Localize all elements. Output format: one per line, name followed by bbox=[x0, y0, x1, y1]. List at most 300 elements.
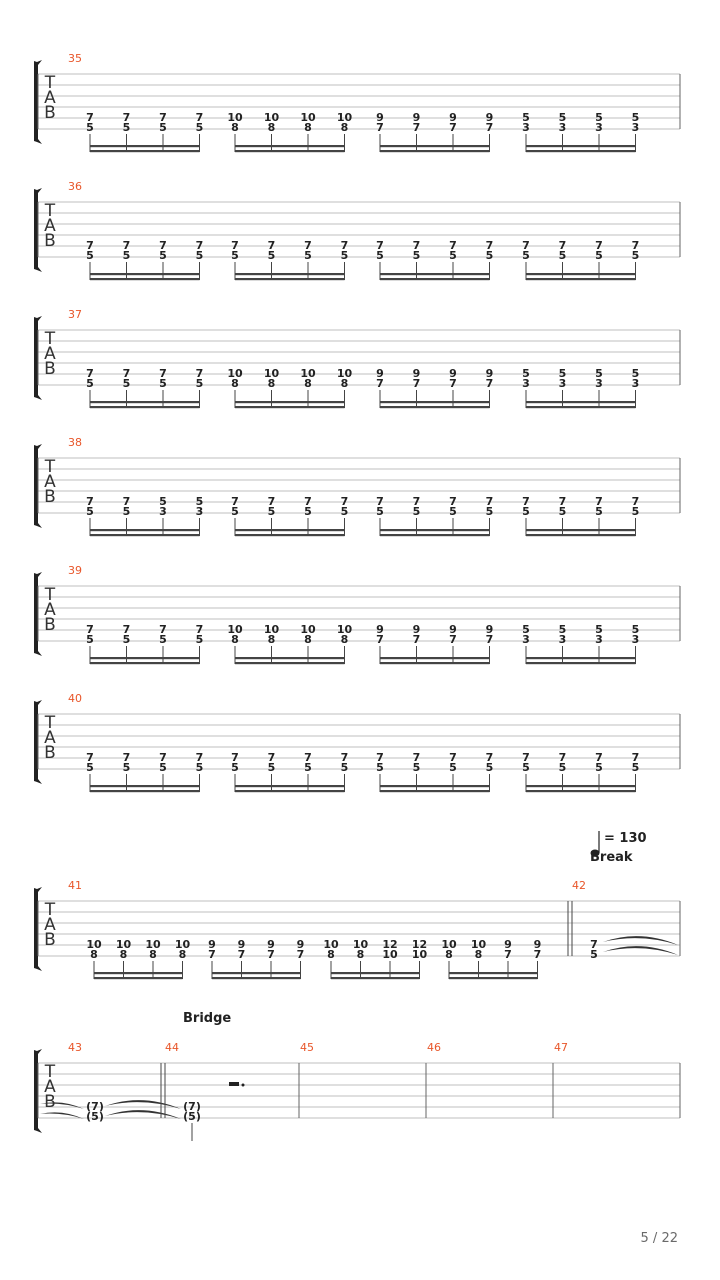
fret-number: (7) bbox=[86, 1100, 104, 1113]
fret-number: 5 bbox=[558, 505, 567, 518]
fret-number: 9 bbox=[412, 623, 421, 636]
bar-number: 40 bbox=[68, 692, 82, 705]
beam bbox=[526, 790, 636, 792]
beam bbox=[90, 145, 200, 147]
fret-number: 5 bbox=[522, 249, 530, 262]
fret-number: 7 bbox=[631, 751, 640, 764]
fret-number: 5 bbox=[412, 505, 421, 518]
beam bbox=[235, 662, 345, 664]
fret-number: 7 bbox=[122, 495, 131, 508]
beam bbox=[526, 273, 636, 275]
fret-number: 5 bbox=[86, 121, 94, 134]
fret-number: 10 bbox=[441, 938, 457, 951]
beam bbox=[235, 785, 345, 787]
fret-number: 5 bbox=[595, 623, 603, 636]
fret-number: 5 bbox=[304, 249, 312, 262]
beam bbox=[90, 150, 200, 152]
fret-number: 7 bbox=[533, 948, 542, 961]
beam bbox=[90, 401, 200, 403]
beam bbox=[526, 534, 636, 536]
fret-number: 5 bbox=[122, 633, 131, 646]
fret-number: 9 bbox=[504, 938, 512, 951]
tab-clef-letter: B bbox=[44, 231, 56, 251]
fret-number: 8 bbox=[340, 121, 349, 134]
bar-number: 37 bbox=[68, 308, 82, 321]
beam bbox=[380, 406, 490, 408]
tab-clef-letter: A bbox=[44, 216, 56, 236]
beam bbox=[380, 534, 490, 536]
fret-number: 5 bbox=[595, 505, 603, 518]
fret-number: 9 bbox=[376, 367, 384, 380]
fret-number: 8 bbox=[267, 377, 276, 390]
fret-number: 8 bbox=[267, 121, 276, 134]
fret-number: 5 bbox=[195, 249, 204, 262]
beam bbox=[90, 406, 200, 408]
tab-clef-letter: T bbox=[44, 201, 56, 221]
fret-number: 5 bbox=[412, 249, 421, 262]
fret-number: 7 bbox=[122, 239, 131, 252]
bar-number: 45 bbox=[300, 1041, 314, 1054]
fret-number: 7 bbox=[376, 239, 384, 252]
fret-number: 10 bbox=[174, 938, 191, 951]
fret-number: 7 bbox=[304, 751, 312, 764]
fret-number: 7 bbox=[595, 495, 603, 508]
fret-number: 5 bbox=[631, 111, 640, 124]
fret-number: 7 bbox=[558, 751, 567, 764]
fret-number: 9 bbox=[449, 367, 457, 380]
fret-number: 3 bbox=[631, 633, 640, 646]
fret-number: 7 bbox=[449, 633, 457, 646]
fret-number: 10 bbox=[411, 948, 428, 961]
fret-number: 7 bbox=[376, 633, 384, 646]
fret-number: 8 bbox=[178, 948, 187, 961]
fret-number: 3 bbox=[522, 633, 530, 646]
fret-number: 7 bbox=[159, 751, 167, 764]
beam bbox=[212, 977, 301, 979]
bar-number: 44 bbox=[165, 1041, 179, 1054]
fret-number: 7 bbox=[159, 239, 167, 252]
fret-number: 7 bbox=[449, 121, 457, 134]
fret-number: 7 bbox=[86, 239, 94, 252]
fret-number: 5 bbox=[340, 249, 349, 262]
fret-number: 5 bbox=[485, 249, 494, 262]
tab-clef-letter: A bbox=[44, 344, 56, 364]
beam bbox=[331, 972, 420, 974]
fret-number: 7 bbox=[304, 239, 312, 252]
beam bbox=[90, 529, 200, 531]
beam bbox=[235, 534, 345, 536]
fret-number: 7 bbox=[631, 239, 640, 252]
fret-number: 9 bbox=[267, 938, 275, 951]
beam bbox=[526, 401, 636, 403]
fret-number: 5 bbox=[631, 249, 640, 262]
fret-number: 8 bbox=[304, 633, 312, 646]
fret-number: 5 bbox=[590, 948, 598, 961]
fret-number: 10 bbox=[336, 623, 353, 636]
fret-number: 7 bbox=[231, 495, 239, 508]
fret-number: 10 bbox=[300, 367, 316, 380]
beam bbox=[235, 790, 345, 792]
tab-clef-letter: B bbox=[44, 615, 56, 635]
fret-number: 8 bbox=[267, 633, 276, 646]
beam bbox=[449, 972, 538, 974]
fret-number: 5 bbox=[340, 761, 349, 774]
fret-number: 9 bbox=[485, 111, 494, 124]
fret-number: 5 bbox=[195, 377, 204, 390]
fret-number: 5 bbox=[267, 761, 276, 774]
fret-number: 8 bbox=[304, 377, 312, 390]
tab-clef-letter: A bbox=[44, 915, 56, 935]
beam bbox=[380, 401, 490, 403]
fret-number: 8 bbox=[119, 948, 128, 961]
fret-number: 7 bbox=[296, 948, 305, 961]
rest-dot bbox=[242, 1084, 245, 1087]
beam bbox=[212, 972, 301, 974]
fret-number: 10 bbox=[263, 111, 280, 124]
fret-number: 7 bbox=[504, 948, 512, 961]
fret-number: 7 bbox=[449, 377, 457, 390]
fret-number: 5 bbox=[522, 623, 530, 636]
fret-number: 5 bbox=[267, 249, 276, 262]
beam bbox=[380, 657, 490, 659]
fret-number: 7 bbox=[412, 751, 421, 764]
fret-number: 5 bbox=[376, 761, 384, 774]
beam bbox=[380, 150, 490, 152]
bar-number: 36 bbox=[68, 180, 82, 193]
tab-clef-letter: T bbox=[44, 900, 56, 920]
fret-number: 5 bbox=[231, 505, 239, 518]
tab-clef-letter: T bbox=[44, 457, 56, 477]
fret-number: 8 bbox=[149, 948, 157, 961]
beam bbox=[235, 273, 345, 275]
fret-number: 5 bbox=[86, 249, 94, 262]
beam bbox=[526, 278, 636, 280]
fret-number: 5 bbox=[122, 121, 131, 134]
fret-number: 9 bbox=[237, 938, 246, 951]
fret-number: 5 bbox=[159, 121, 167, 134]
fret-number: 7 bbox=[122, 367, 131, 380]
fret-number: 10 bbox=[227, 623, 243, 636]
fret-number: 5 bbox=[159, 377, 167, 390]
beam bbox=[235, 278, 345, 280]
fret-number: 5 bbox=[159, 249, 167, 262]
fret-number: 10 bbox=[323, 938, 339, 951]
bar-number: 35 bbox=[68, 52, 82, 65]
fret-number: 7 bbox=[485, 377, 494, 390]
fret-number: (5) bbox=[86, 1110, 104, 1123]
fret-number: 7 bbox=[449, 495, 457, 508]
fret-number: 3 bbox=[558, 633, 567, 646]
fret-number: 7 bbox=[86, 751, 94, 764]
fret-number: 7 bbox=[231, 751, 239, 764]
fret-number: 3 bbox=[558, 121, 567, 134]
fret-number: 7 bbox=[195, 111, 204, 124]
beam bbox=[526, 657, 636, 659]
tab-clef-letter: B bbox=[44, 103, 56, 123]
fret-number: 5 bbox=[340, 505, 349, 518]
tab-clef-letter: T bbox=[44, 713, 56, 733]
fret-number: 7 bbox=[267, 751, 276, 764]
fret-number: 9 bbox=[296, 938, 305, 951]
half-rest-icon bbox=[229, 1082, 239, 1086]
fret-number: 5 bbox=[522, 505, 530, 518]
fret-number: 9 bbox=[376, 623, 384, 636]
fret-number: 5 bbox=[485, 505, 494, 518]
fret-number: 5 bbox=[376, 249, 384, 262]
beam bbox=[90, 273, 200, 275]
fret-number: 8 bbox=[231, 377, 239, 390]
fret-number: 7 bbox=[267, 495, 276, 508]
fret-number: 5 bbox=[522, 111, 530, 124]
fret-number: 5 bbox=[195, 495, 204, 508]
fret-number: 3 bbox=[631, 121, 640, 134]
fret-number: 3 bbox=[595, 377, 603, 390]
fret-number: 10 bbox=[470, 938, 487, 951]
fret-number: 9 bbox=[485, 623, 494, 636]
fret-number: 3 bbox=[631, 377, 640, 390]
fret-number: 7 bbox=[376, 377, 384, 390]
fret-number: 9 bbox=[412, 111, 421, 124]
beam bbox=[380, 273, 490, 275]
section-label-break: Break bbox=[590, 850, 633, 865]
fret-number: 10 bbox=[382, 948, 398, 961]
fret-number: 7 bbox=[86, 111, 94, 124]
fret-number: 7 bbox=[237, 948, 246, 961]
fret-number: 8 bbox=[340, 377, 349, 390]
fret-number: 10 bbox=[336, 111, 353, 124]
fret-number: 7 bbox=[231, 239, 239, 252]
fret-number: 7 bbox=[449, 751, 457, 764]
fret-number: 5 bbox=[449, 505, 457, 518]
fret-number: 10 bbox=[86, 938, 102, 951]
beam bbox=[380, 529, 490, 531]
tie-arc bbox=[105, 1100, 181, 1109]
tab-clef-letter: A bbox=[44, 600, 56, 620]
fret-number: 7 bbox=[86, 623, 94, 636]
bar-number: 42 bbox=[572, 879, 586, 892]
fret-number: 3 bbox=[522, 121, 530, 134]
beam bbox=[380, 790, 490, 792]
fret-number: 5 bbox=[631, 505, 640, 518]
fret-number: 10 bbox=[263, 623, 280, 636]
fret-number: 12 bbox=[382, 938, 398, 951]
beam bbox=[90, 657, 200, 659]
fret-number: 5 bbox=[595, 367, 603, 380]
fret-number: 7 bbox=[122, 623, 131, 636]
fret-number: 7 bbox=[522, 751, 530, 764]
beam bbox=[380, 785, 490, 787]
fret-number: 7 bbox=[195, 367, 204, 380]
beam bbox=[235, 529, 345, 531]
fret-number: 5 bbox=[304, 505, 312, 518]
fret-number: 5 bbox=[558, 111, 567, 124]
fret-number: 7 bbox=[340, 751, 349, 764]
fret-number: 5 bbox=[376, 505, 384, 518]
tab-clef-letter: B bbox=[44, 359, 56, 379]
tab-clef-letter: B bbox=[44, 1092, 56, 1112]
beam bbox=[90, 278, 200, 280]
tab-clef-letter: T bbox=[44, 585, 56, 605]
fret-number: 9 bbox=[533, 938, 542, 951]
fret-number: 3 bbox=[195, 505, 204, 518]
beam bbox=[526, 529, 636, 531]
fret-number: 7 bbox=[376, 121, 384, 134]
beam bbox=[90, 662, 200, 664]
beam bbox=[526, 785, 636, 787]
tab-clef-letter: A bbox=[44, 88, 56, 108]
beam bbox=[90, 785, 200, 787]
bar-number: 46 bbox=[427, 1041, 441, 1054]
fret-number: 7 bbox=[412, 633, 421, 646]
fret-number: 5 bbox=[122, 505, 131, 518]
fret-number: 8 bbox=[327, 948, 335, 961]
fret-number: 7 bbox=[195, 623, 204, 636]
fret-number: 10 bbox=[227, 111, 243, 124]
fret-number: 9 bbox=[376, 111, 384, 124]
fret-number: 10 bbox=[263, 367, 280, 380]
fret-number: 5 bbox=[558, 761, 567, 774]
fret-number: 5 bbox=[159, 633, 167, 646]
fret-number: 10 bbox=[352, 938, 369, 951]
fret-number: 7 bbox=[159, 623, 167, 636]
beam bbox=[526, 662, 636, 664]
fret-number: 10 bbox=[300, 111, 316, 124]
fret-number: 8 bbox=[474, 948, 483, 961]
beam bbox=[94, 972, 183, 974]
beam bbox=[526, 145, 636, 147]
fret-number: 10 bbox=[115, 938, 132, 951]
fret-number: 9 bbox=[485, 367, 494, 380]
fret-number: 5 bbox=[86, 377, 94, 390]
fret-number: 5 bbox=[86, 761, 94, 774]
bar-number: 47 bbox=[554, 1041, 568, 1054]
fret-number: 7 bbox=[208, 948, 216, 961]
fret-number: 5 bbox=[449, 761, 457, 774]
tab-clef-letter: B bbox=[44, 743, 56, 763]
fret-number: 7 bbox=[558, 495, 567, 508]
fret-number: 7 bbox=[122, 751, 131, 764]
tab-clef-letter: B bbox=[44, 487, 56, 507]
fret-number: 7 bbox=[340, 495, 349, 508]
fret-number: 5 bbox=[122, 761, 131, 774]
fret-number: 7 bbox=[590, 938, 598, 951]
beam bbox=[90, 790, 200, 792]
fret-number: 5 bbox=[122, 249, 131, 262]
fret-number: 5 bbox=[86, 633, 94, 646]
fret-number: 3 bbox=[595, 121, 603, 134]
fret-number: 5 bbox=[412, 761, 421, 774]
fret-number: 9 bbox=[449, 623, 457, 636]
fret-number: 7 bbox=[86, 367, 94, 380]
fret-number: 8 bbox=[340, 633, 349, 646]
fret-number: 5 bbox=[631, 761, 640, 774]
fret-number: 7 bbox=[412, 377, 421, 390]
fret-number: 7 bbox=[412, 239, 421, 252]
beam bbox=[331, 977, 420, 979]
fret-number: 7 bbox=[340, 239, 349, 252]
fret-number: 7 bbox=[376, 751, 384, 764]
fret-number: 7 bbox=[485, 633, 494, 646]
fret-number: 9 bbox=[449, 111, 457, 124]
fret-number: 7 bbox=[485, 495, 494, 508]
fret-number: 5 bbox=[631, 623, 640, 636]
fret-number: 9 bbox=[412, 367, 421, 380]
fret-number: 5 bbox=[159, 495, 167, 508]
fret-number: 5 bbox=[631, 367, 640, 380]
beam bbox=[380, 662, 490, 664]
fret-number: 5 bbox=[558, 249, 567, 262]
fret-number: 7 bbox=[122, 111, 131, 124]
fret-number: 5 bbox=[231, 761, 239, 774]
fret-number: 8 bbox=[445, 948, 453, 961]
fret-number: 7 bbox=[485, 121, 494, 134]
beam bbox=[449, 977, 538, 979]
bar-number: 43 bbox=[68, 1041, 82, 1054]
tab-clef-letter: T bbox=[44, 329, 56, 349]
fret-number: 7 bbox=[267, 948, 275, 961]
fret-number: 7 bbox=[558, 239, 567, 252]
page-number: 5 / 22 bbox=[640, 1231, 678, 1246]
fret-number: 3 bbox=[159, 505, 167, 518]
tab-clef-letter: T bbox=[44, 1062, 56, 1082]
fret-number: 5 bbox=[231, 249, 239, 262]
fret-number: 8 bbox=[231, 633, 239, 646]
fret-number: 10 bbox=[336, 367, 353, 380]
beam bbox=[235, 657, 345, 659]
beam bbox=[94, 977, 183, 979]
fret-number: 10 bbox=[227, 367, 243, 380]
fret-number: 8 bbox=[231, 121, 239, 134]
fret-number: 5 bbox=[195, 121, 204, 134]
beam bbox=[90, 534, 200, 536]
tab-clef-letter: T bbox=[44, 73, 56, 93]
fret-number: 7 bbox=[195, 751, 204, 764]
fret-number: 5 bbox=[195, 761, 204, 774]
tab-clef-letter: A bbox=[44, 728, 56, 748]
fret-number: 5 bbox=[267, 505, 276, 518]
fret-number: 5 bbox=[304, 761, 312, 774]
fret-number: 8 bbox=[304, 121, 312, 134]
fret-number: 7 bbox=[412, 495, 421, 508]
fret-number: (7) bbox=[183, 1100, 201, 1113]
fret-number: 7 bbox=[412, 121, 421, 134]
fret-number: 5 bbox=[558, 367, 567, 380]
fret-number: 7 bbox=[522, 239, 530, 252]
fret-number: 5 bbox=[558, 623, 567, 636]
beam bbox=[235, 406, 345, 408]
tie-arc bbox=[603, 946, 678, 955]
fret-number: 5 bbox=[595, 111, 603, 124]
fret-number: 3 bbox=[558, 377, 567, 390]
fret-number: 7 bbox=[485, 751, 494, 764]
fret-number: 7 bbox=[485, 239, 494, 252]
fret-number: 7 bbox=[267, 239, 276, 252]
fret-number: 7 bbox=[522, 495, 530, 508]
tab-clef-letter: B bbox=[44, 930, 56, 950]
fret-number: 5 bbox=[122, 377, 131, 390]
fret-number: 5 bbox=[159, 761, 167, 774]
bar-number: 39 bbox=[68, 564, 82, 577]
section-label-bridge: Bridge bbox=[183, 1011, 232, 1026]
beam bbox=[526, 406, 636, 408]
tab-clef-letter: A bbox=[44, 1077, 56, 1097]
beam bbox=[235, 401, 345, 403]
fret-number: 3 bbox=[595, 633, 603, 646]
fret-number: 10 bbox=[300, 623, 316, 636]
fret-number: (5) bbox=[183, 1110, 201, 1123]
bar-number: 41 bbox=[68, 879, 82, 892]
fret-number: 5 bbox=[86, 505, 94, 518]
